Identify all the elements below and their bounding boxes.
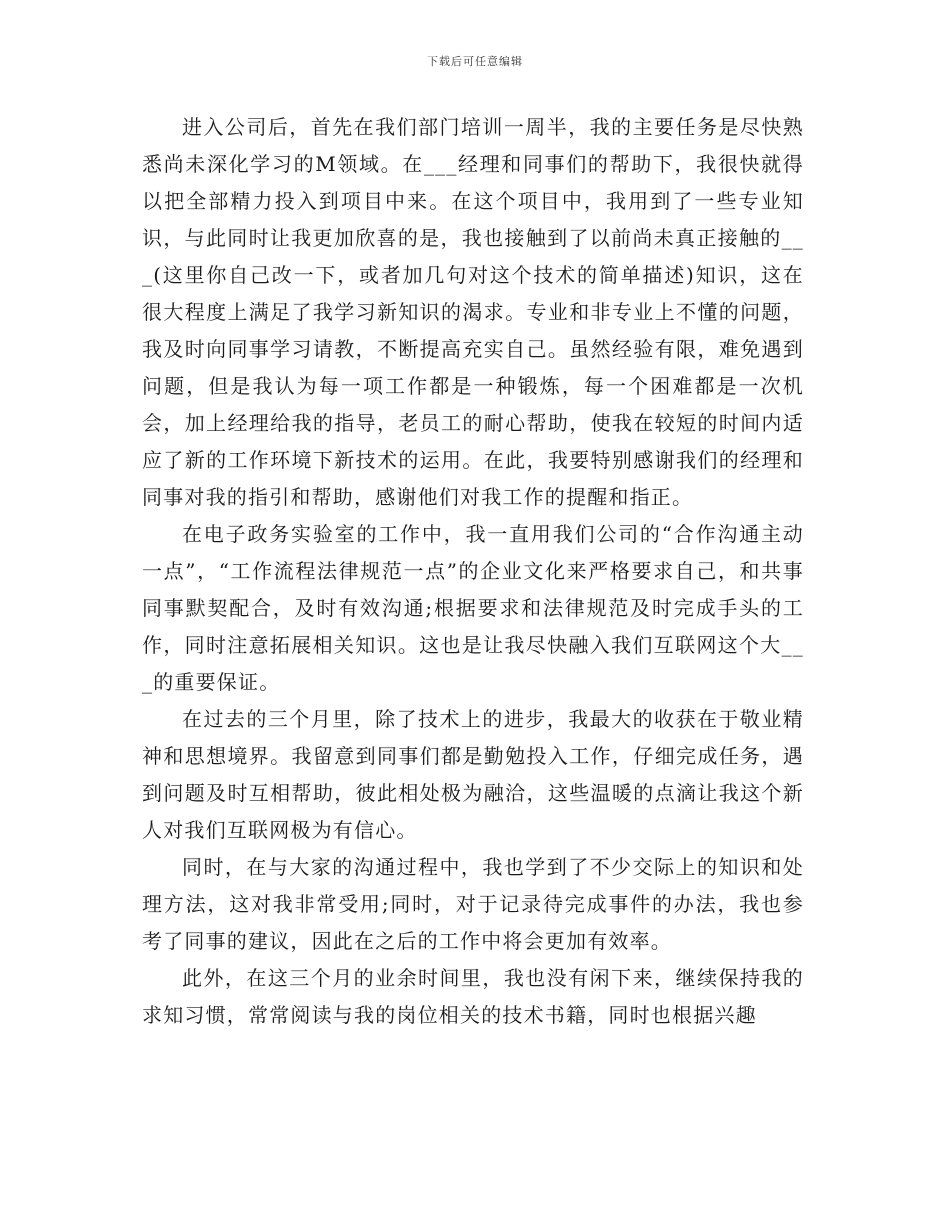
document-body (142, 109, 804, 1034)
paragraph-onboarding: 进入公司后，首先在我们部门培训一周半，我的主要任务是尽快熟悉尚未深化学习的M领域。在___经理和同事们的帮助下，我很快就得以把全部精力投入到项目中来。在这个项目中，我用到了一些专业知识，与此同时让我更加欣喜的是，我也接触到了以前尚未真正接触的___(这里你自己改一下，或者加几句对这个技术的简单描述)知识，这在很大程度上满足了我学习新知识的渴求。专业和非专业上不懂的问题，我及时向同事学习请教，不断提高充实自己。虽然经验有限，难免遇到问题，但是我认为每一项工作都是一种锻炼，每一个困难都是一次机会，加上经理给我的指导，老员工的耐心帮助，使我在较短的时间内适应了新的工作环境下新技术的运用。在此，我要特别感谢我们的经理和同事对我的指引和帮助，感谢他们对我工作的提醒和指正。 (142, 115, 804, 509)
paragraph-spare-time: 此外，在这三个月的业余时间里，我也没有闲下来，继续保持我的求知习惯，常常阅读与我的岗位相关的技术书籍，同时也根据兴趣 (142, 966, 804, 1027)
paragraph-communication: 同时，在与大家的沟通过程中，我也学到了不少交际上的知识和处理方法，这对我非常受用;同时，对于记录待完成事件的办法，我也参考了同事的建议，因此在之后的工作中将会更加有效率。 (142, 855, 804, 953)
paragraph-gains: 在过去的三个月里，除了技术上的进步，我最大的收获在于敬业精神和思想境界。我留意到同事们都是勤勉投入工作，仔细完成任务，遇到问题及时互相帮助，彼此相处极为融洽，这些温暖的点滴让我这个新人对我们互联网极为有信心。 (142, 707, 804, 842)
page-header: 下载后可任意编辑 (427, 55, 523, 68)
paragraph-lab-work: 在电子政务实验室的工作中，我一直用我们公司的“合作沟通主动一点”，“工作流程法律规范一点”的企业文化来严格要求自己，和共事同事默契配合，及时有效沟通;根据要求和法律规范及时完成手头的工作，同时注意拓展相关知识。这也是让我尽快融入我们互联网这个大___的重要保证。 (142, 522, 804, 694)
